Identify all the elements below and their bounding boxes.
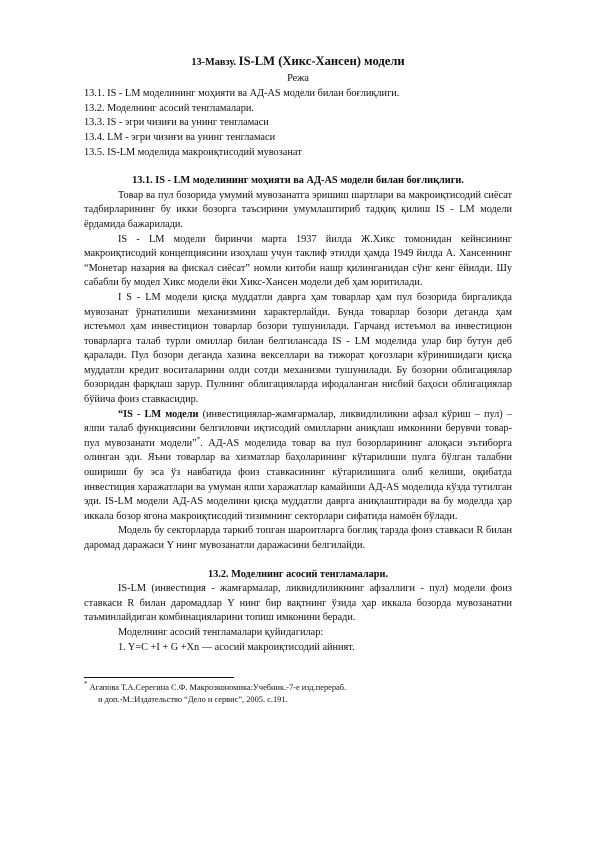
plan-heading: Режа bbox=[287, 72, 309, 84]
paragraph: Товар ва пул бозорида умумий мувозанатга эришиш шартлари ва макроиқтисодий сиёсат тадбирларининг бу икки бозорга таъсирини умумлаштириб тадқиқ қилиш IS - LM модели ёрдамида бажарилади. bbox=[84, 189, 512, 230]
plan-item: 13.1. IS - LM моделининг моҳияти ва АД-AS модели билан боғлиқлиги. bbox=[84, 88, 400, 100]
plan-item: 13.4. LM - эгри чизиғи ва унинг тенгламаси bbox=[84, 131, 276, 143]
paragraph-text: (инвестициялар-жамғармалар, ликвидлиликни афзал кўриш – пул) – ялпи талаб функциясини белгиловчи иқтисодий омилларни аниқлаш имконини берувчи товар-пул мувозанати модели” bbox=[84, 408, 513, 449]
plan-item: 13.5. IS-LM моделида макроиқтисодий мувозанат bbox=[84, 146, 302, 158]
plan-item: 13.2. Моделнинг асосий тенгламалари. bbox=[84, 102, 254, 114]
topic-number: 13-Мавзу. bbox=[191, 57, 237, 68]
footnote bbox=[84, 682, 512, 706]
topic-title: IS-LM (Хикс-Хансен) модели bbox=[238, 54, 405, 68]
plan-list bbox=[84, 87, 512, 160]
paragraph: IS-LM (инвестиция - жамғармалар, ликвидлиликнинг афзаллиги - пул) модели фоиз ставкаси R билан даромадлар Y нинг бир вақтнинг ўзида ҳар иккала бозорда мувозанатни таъминлайдиган комбинацияларини топиш имконини беради. bbox=[84, 583, 512, 624]
paragraph: Моделнинг асосий тенгламалари қуйидагилар: bbox=[118, 626, 324, 638]
footnote-reference[interactable]: * bbox=[196, 435, 201, 444]
footnote-line: * Агапова Т.А.Серегина С.Ф. Макроэкономика:Учебник.-7-е изд.перераб. bbox=[84, 680, 347, 693]
equation-line: 1. Y=C +I + G +Xn — асосий макроиқтисодий айният. bbox=[118, 641, 355, 653]
section-heading: 13.2. Моделнинг асосий тенгламалари. bbox=[207, 568, 389, 580]
footnote-mark: * bbox=[84, 680, 88, 689]
paragraph-text: . АД-AS моделида товар ва пул бозорларининг алоқаси эътиборга олинган эди. Яъни товарлар ва хизматлар баҳоларининг кўтарилиши пулга бўлган талабни ошириши бу эса ўз навбатида фоиз ставкасининг кўтарилишига олиб келиши, оқибатда инвестиция харажатлари ва умуман ялпи харажатлар камайиши АД-AS моделида кўзда тутилган эди. IS-LM модели АД-AS моделини қисқа муддатли даврга аниқлаштиради ва бу моделда ҳар иккала бозор ягона макроиқтисодий тизимнинг секторлари сифатида намоён бўлади. bbox=[84, 437, 512, 522]
paragraph: IS - LM модели биринчи марта 1937 йилда Ж.Хикс томонидан кейнсининг макроиқтисодий концепциясини изоҳлаш учун таклиф этилди ҳамда 1949 йилда А. Хансеннинг “Монетар назария ва фискал сиёсат” номли китоби нашр қилинганидан сўнг кенг ёйилди. Шу сабабли бу модел Хикс модели ёки Хикс-Хансен модели деб ҳам юритилади. bbox=[84, 233, 512, 289]
paragraph: Модель бу секторларда таркиб топган шароитларга боғлиқ тарзда фоиз ставкаси R билан даромад даражаси Y нинг мувозанатли даражасини белгилайди. bbox=[84, 525, 512, 551]
plan-item: 13.3. IS - эгри чизиғи ва унинг тенгламаси bbox=[84, 117, 269, 129]
footnote-divider bbox=[84, 677, 234, 678]
footnote-line: и доп.-М.:Издательство “Дело и сервис”, 2005. с.191. bbox=[98, 695, 288, 705]
paragraph bbox=[84, 408, 512, 525]
model-term: “IS - LM модели bbox=[118, 408, 199, 420]
section-heading: 13.1. IS - LM моделининг моҳияти ва АД-AS модели билан боғлиқлиги. bbox=[132, 175, 464, 187]
paragraph: I S - LM модели қисқа муддатли даврга ҳам товарлар ҳам пул бозорида биргаликда мувозанат ўрнатилиши механизмини характерлайди. Бунда товарлар бозори деганда ҳам истеъмол ҳам инвестицион товарлар бозори тушунилади. Гарчанд истеъмол ва инвестицион товарларга талаб турли омиллар билан белгилансада IS - LM моделида улар бир бутун деб қаралади. Пул бозори деганда хазина векселлари ва тижорат қоғозлари кўринишидаги қисқа муддатли кредит воситаларини олди сотди механизми тушунилади. Бу бозорни облигациялар бозоридан фарқлаш зарур. Пулнинг облигацияларда ифодаланган нисбий баҳоси облигациялар бўйича фоиз ставкасидир. bbox=[84, 291, 512, 406]
page-title bbox=[84, 54, 512, 71]
